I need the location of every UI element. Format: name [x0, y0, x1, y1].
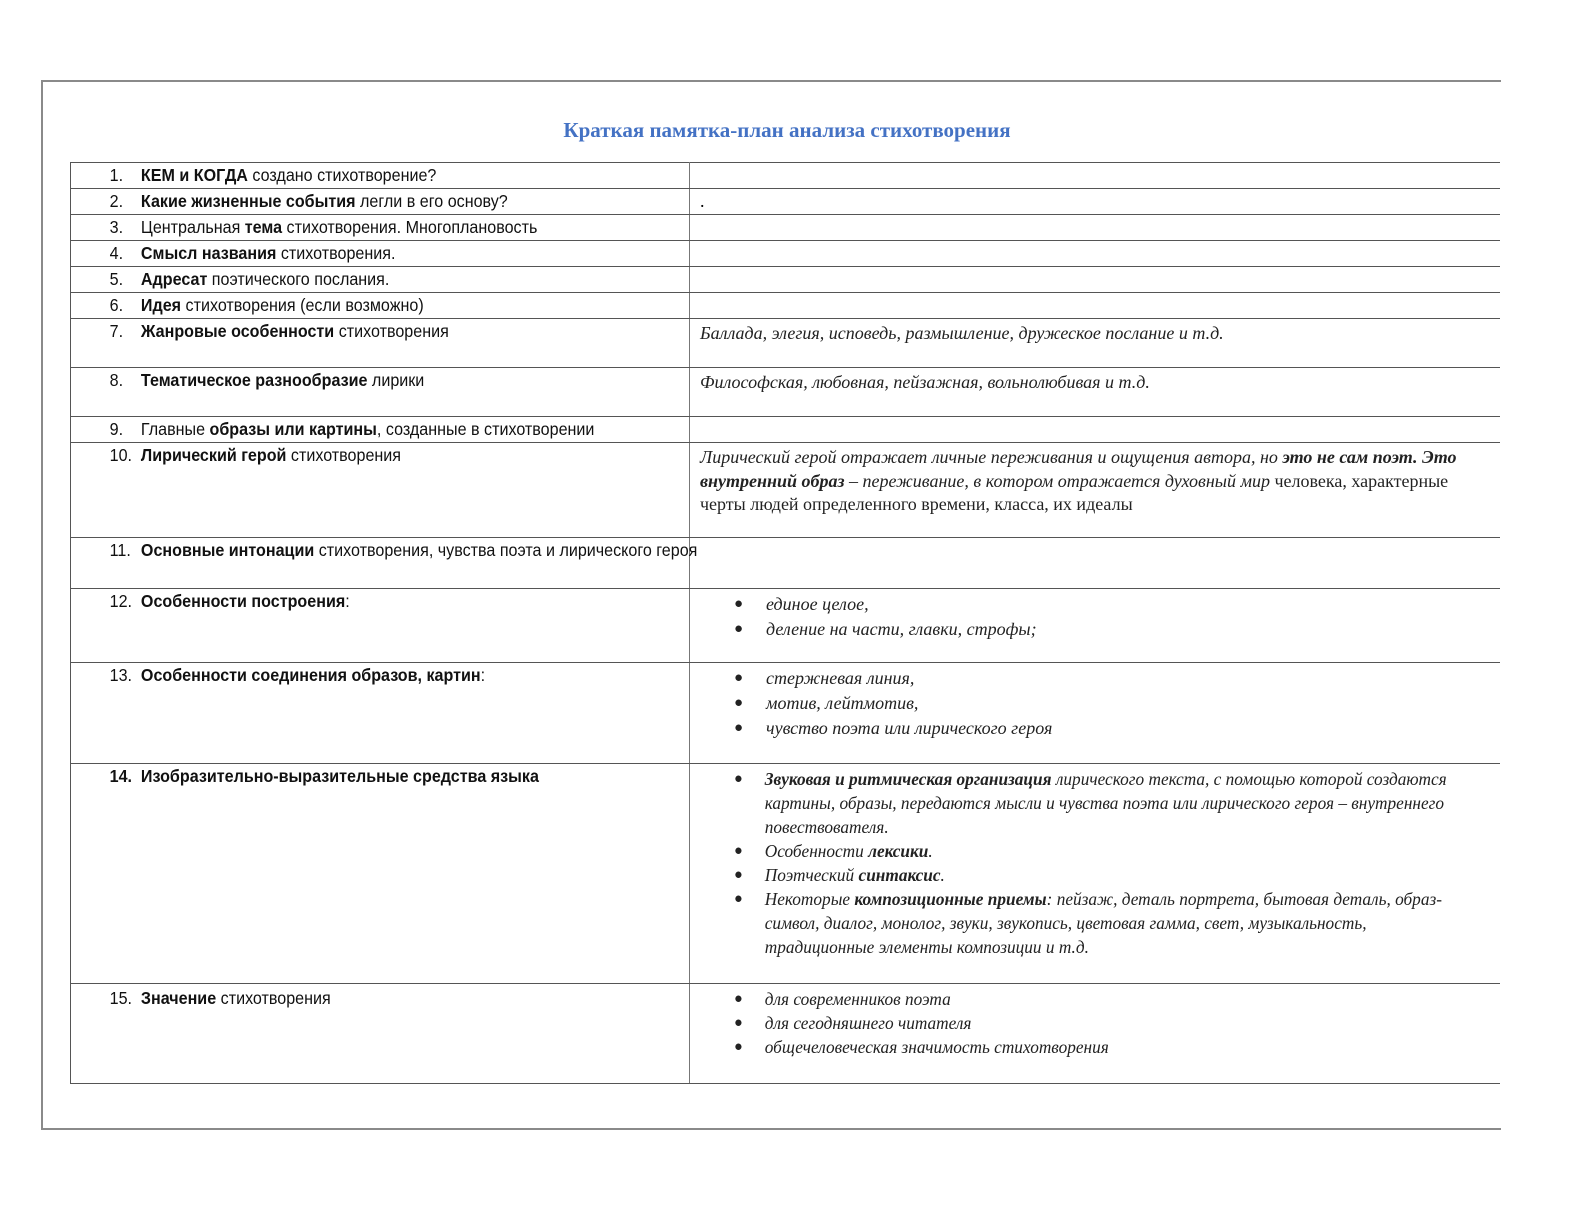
item-number: 8. — [109, 370, 124, 390]
text: : — [480, 665, 486, 685]
text: стихотворения. Многоплановость — [282, 217, 538, 237]
question-cell — [71, 215, 690, 241]
answer-text: Философская, любовная, пейзажная, вольнолюбивая и т.д. — [700, 372, 1150, 392]
bold-text: тема — [244, 217, 283, 237]
question-text — [71, 189, 730, 214]
answer-text — [690, 443, 1500, 517]
text: стихотворения — [216, 988, 331, 1008]
item-number: 3. — [109, 217, 124, 237]
text: . — [928, 841, 933, 861]
question-cell — [71, 589, 690, 663]
answer-cell[interactable] — [690, 589, 1501, 663]
question-text — [71, 538, 730, 563]
table-body — [71, 163, 1501, 1084]
list-item — [734, 1011, 1469, 1035]
question-cell — [71, 163, 690, 189]
bullet-list — [690, 984, 1500, 1059]
bold-text: Лирический герой — [140, 445, 287, 465]
item-number: 11. — [109, 540, 131, 560]
answer-cell[interactable] — [690, 319, 1501, 368]
analysis-plan-table — [70, 162, 1500, 1084]
text: Некоторые — [764, 889, 855, 909]
answer-cell[interactable] — [690, 368, 1501, 417]
answer-cell[interactable] — [690, 189, 1501, 215]
text: стихотворения — [286, 445, 402, 465]
bullet-list — [690, 663, 1500, 741]
question-text — [71, 267, 730, 292]
answer-cell[interactable] — [690, 241, 1501, 267]
question-text — [71, 417, 730, 442]
text: стихотворения — [334, 321, 449, 341]
text: общечеловеческая значимость стихотворения — [764, 1037, 1109, 1057]
bold-text: образы или картины — [209, 419, 377, 439]
bullet-icon: ● — [734, 720, 744, 736]
item-number: 15. — [109, 988, 133, 1008]
answer-cell[interactable] — [690, 417, 1501, 443]
list-item — [734, 716, 1500, 741]
question-cell — [71, 764, 690, 984]
text: , созданные в стихотворении — [376, 419, 595, 439]
list-item — [734, 666, 1500, 691]
bullet-icon: ● — [734, 991, 743, 1007]
table-row — [71, 189, 1501, 215]
item-number: 10. — [109, 445, 133, 465]
question-text — [71, 443, 730, 468]
bullet-list — [690, 764, 1500, 959]
bold-text: Особенности соединения образов, картин — [140, 665, 481, 685]
bold-text: Смысл названия — [140, 243, 277, 263]
question-cell — [71, 293, 690, 319]
text: лирики — [367, 370, 425, 390]
text: чувство поэта или лирического героя — [766, 718, 1053, 738]
bold-text: Особенности построения — [140, 591, 346, 611]
question-text — [71, 293, 730, 318]
question-text — [71, 984, 730, 1011]
answer-cell[interactable] — [690, 984, 1501, 1084]
answer-cell[interactable] — [690, 215, 1501, 241]
table-row — [71, 293, 1501, 319]
table-row — [71, 764, 1501, 984]
bold-text: Идея — [140, 295, 182, 315]
item-number: 2. — [109, 191, 124, 211]
item-number: 7. — [109, 321, 124, 341]
question-cell — [71, 368, 690, 417]
question-cell — [71, 443, 690, 538]
answer-text: Баллада, элегия, исповедь, размышление, дружеское послание и т.д. — [700, 323, 1224, 343]
table-row — [71, 267, 1501, 293]
bold-text: Основные интонации — [140, 540, 315, 560]
bold-text: Изобразительно-выразительные средства языка — [140, 766, 539, 786]
text: – переживание, в котором отражается духовный мир — [844, 470, 1275, 491]
list-item — [734, 592, 1500, 617]
table-row — [71, 368, 1501, 417]
item-number: 14. — [109, 766, 133, 786]
list-item — [734, 987, 1469, 1011]
item-number: 1. — [109, 165, 124, 185]
bold-text: Адресат — [140, 269, 208, 289]
table-row — [71, 663, 1501, 764]
document-title — [0, 118, 1584, 143]
bullet-icon: ● — [734, 670, 744, 686]
list-item — [734, 617, 1500, 642]
text: единое целое, — [766, 594, 869, 614]
bullet-icon: ● — [734, 843, 743, 859]
text: стихотворения (если возможно) — [181, 295, 424, 315]
bold-text: лексики — [868, 841, 929, 861]
question-text — [71, 319, 730, 344]
question-cell — [71, 663, 690, 764]
question-text — [71, 589, 730, 614]
text: стихотворения, чувства поэта и лирического героя — [314, 540, 698, 560]
text: лирического текста, с помощью которой создаются картины, образы, передаются мысли и чувства поэта или лирического героя – внутреннего повествователя. — [764, 769, 1447, 837]
question-text — [71, 163, 730, 188]
bullet-list — [690, 589, 1500, 642]
question-cell — [71, 267, 690, 293]
list-item — [734, 691, 1500, 716]
bullet-icon: ● — [734, 695, 744, 711]
text: стержневая линия, — [766, 668, 915, 688]
table-row — [71, 443, 1501, 538]
bold-text: Значение — [140, 988, 217, 1008]
question-text — [71, 241, 730, 266]
bold-text: синтаксис — [858, 865, 941, 885]
bullet-icon: ● — [734, 867, 743, 883]
text: мотив, лейтмотив, — [766, 693, 919, 713]
text: Главные — [140, 419, 210, 439]
answer-text: . — [700, 191, 705, 211]
text: Центральная — [140, 217, 245, 237]
text: стихотворения. — [276, 243, 396, 263]
table-row — [71, 417, 1501, 443]
text: : пейзаж, деталь портрета, бытовая деталь, образ-символ, диалог, монолог, звуки, звукопись, цветовая гамма, свет, музыкальность, традиционные элементы композиции и т.д. — [764, 889, 1442, 957]
bullet-icon: ● — [734, 1039, 743, 1055]
question-cell — [71, 417, 690, 443]
bullet-icon: ● — [734, 1015, 743, 1031]
question-text — [71, 663, 730, 688]
text: легли в его основу? — [355, 191, 508, 211]
item-number: 5. — [109, 269, 124, 289]
answer-cell[interactable] — [690, 443, 1501, 538]
question-text — [71, 368, 730, 393]
question-text — [71, 764, 730, 789]
question-cell — [71, 984, 690, 1084]
bullet-icon: ● — [734, 621, 744, 637]
question-cell — [71, 538, 698, 589]
text: Лирический герой отражает личные переживания и ощущения автора, но — [700, 447, 1283, 467]
question-text — [71, 215, 730, 240]
answer-cell[interactable] — [690, 293, 1501, 319]
bullet-icon: ● — [734, 771, 743, 787]
item-number: 4. — [109, 243, 124, 263]
text: для современников поэта — [764, 989, 951, 1009]
list-item — [734, 887, 1469, 959]
text: деление на части, главки, строфы; — [766, 619, 1037, 639]
text: создано стихотворение? — [247, 165, 437, 185]
table-row — [71, 319, 1501, 368]
answer-cell[interactable] — [690, 163, 1501, 189]
text: Поэтческий — [764, 865, 859, 885]
bold-text: КЕМ и КОГДА — [140, 165, 248, 185]
bold-text: композиционные приемы — [854, 889, 1047, 909]
question-cell — [71, 189, 690, 215]
bold-text: Жанровые особенности — [140, 321, 335, 341]
bold-text: Тематическое разнообразие — [140, 370, 368, 390]
bullet-icon: ● — [734, 596, 744, 612]
list-item — [734, 767, 1469, 839]
table-row — [71, 589, 1501, 663]
document-title-text: Краткая памятка-план анализа стихотворения — [563, 118, 1011, 142]
item-number: 13. — [109, 665, 133, 685]
list-item — [734, 1035, 1469, 1059]
bold-text: Звуковая и ритмическая организация — [764, 769, 1052, 789]
question-cell — [71, 241, 690, 267]
answer-cell[interactable] — [690, 764, 1501, 984]
bold-text: Какие жизненные события — [140, 191, 356, 211]
text: поэтического послания. — [207, 269, 390, 289]
text: для сегодняшнего читателя — [764, 1013, 972, 1033]
table-row — [71, 215, 1501, 241]
bold-text: это не сам поэт. Это внутренний образ — [700, 447, 1457, 491]
text: . — [940, 865, 945, 885]
item-number: 12. — [109, 591, 133, 611]
table-row — [71, 538, 1501, 589]
item-number: 9. — [109, 419, 124, 439]
answer-cell[interactable] — [690, 538, 1501, 589]
table-row — [71, 241, 1501, 267]
table-row — [71, 163, 1501, 189]
list-item — [734, 839, 1469, 863]
text: Особенности — [764, 841, 869, 861]
item-number: 6. — [109, 295, 124, 315]
list-item — [734, 863, 1469, 887]
question-cell — [71, 319, 690, 368]
answer-cell[interactable] — [690, 267, 1501, 293]
answer-cell[interactable] — [690, 663, 1501, 764]
text: : — [345, 591, 350, 611]
bullet-icon: ● — [734, 891, 743, 907]
table-row — [71, 984, 1501, 1084]
regular-text: человека, характерные черты людей определенного времени, класса, их идеалы — [700, 470, 1449, 514]
